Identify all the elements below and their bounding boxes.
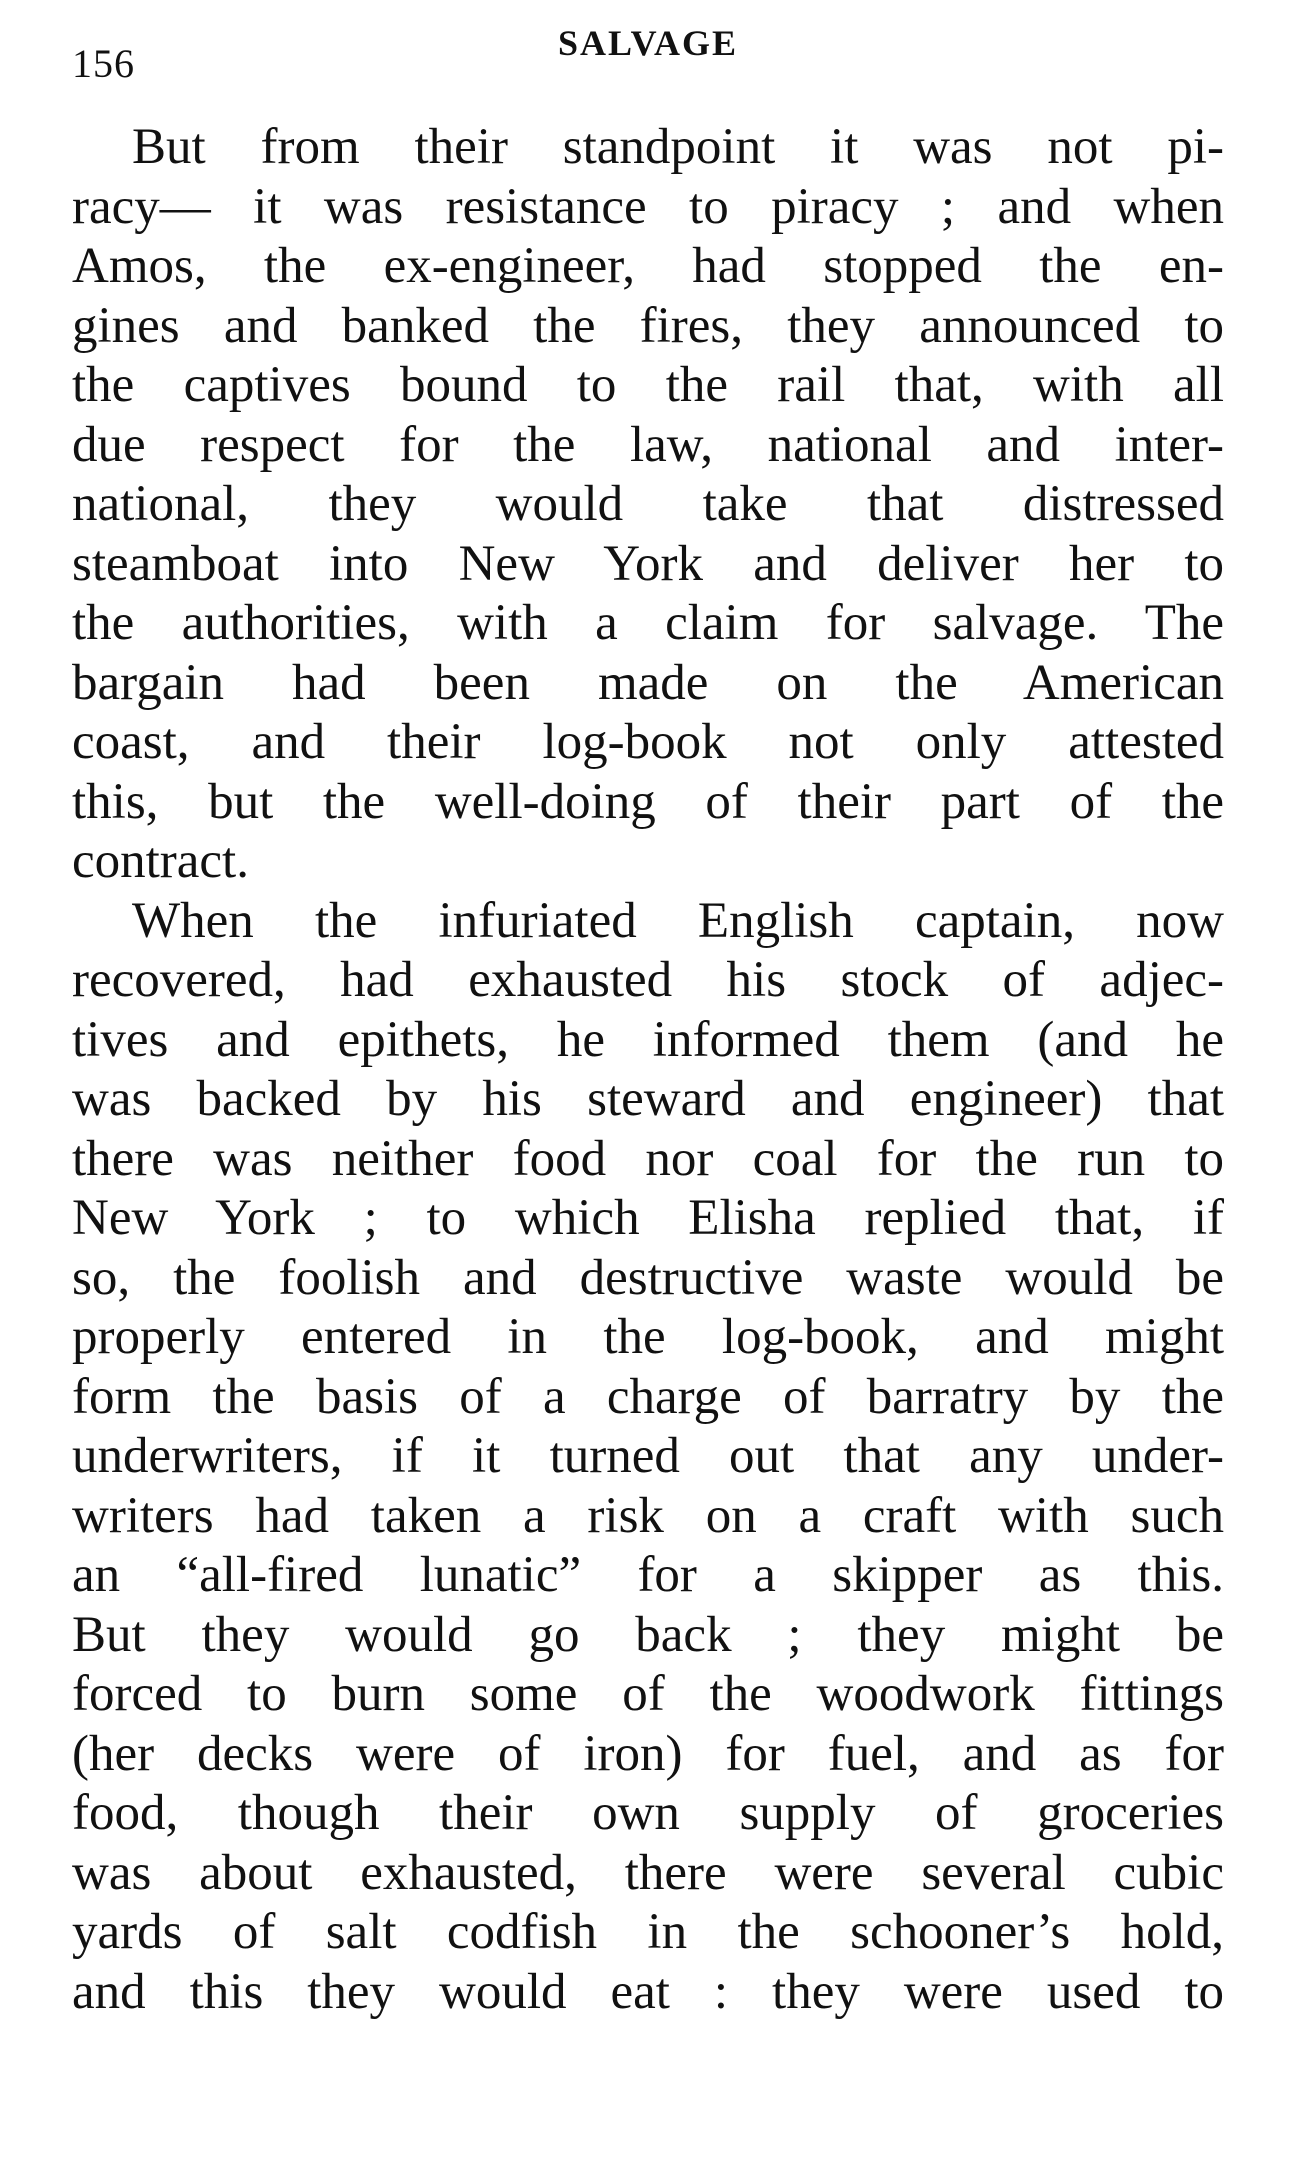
text-line: When the infuriated English captain, now: [132, 892, 1224, 949]
text-line: steamboat into New York and deliver her to: [72, 535, 1224, 592]
text-line: was about exhausted, there were several cubic: [72, 1844, 1224, 1901]
page-header: [72, 18, 1224, 86]
text-line: (her decks were of iron) for fuel, and as for: [72, 1725, 1224, 1782]
body-text: [72, 118, 1224, 2022]
text-line: yards of salt codfish in the schooner’s hold,: [72, 1904, 1224, 1960]
text-line: this, but the well-doing of their part of the: [72, 773, 1224, 830]
paragraph-2: [72, 892, 1224, 2023]
text-line: gines and banked the fires, they announced to: [72, 297, 1224, 354]
text-line: an “all-fired lunatic” for a skipper as this.: [72, 1547, 1224, 1603]
text-line: so, the foolish and destructive waste would be: [72, 1249, 1224, 1306]
text-line: and this they would eat : they were used to: [72, 1963, 1224, 2020]
text-line: was backed by his steward and engineer) that: [72, 1071, 1224, 1127]
text-line: But they would go back ; they might be: [72, 1606, 1224, 1663]
paragraph-1: [72, 118, 1224, 892]
text-line: there was neither food nor coal for the run to: [72, 1130, 1224, 1187]
text-line: writers had taken a risk on a craft with such: [72, 1487, 1224, 1544]
page-number: 156: [72, 41, 135, 86]
text-line: coast, and their log-book not only attested: [72, 714, 1224, 770]
text-line: forced to burn some of the woodwork fittings: [72, 1666, 1224, 1722]
text-line: racy— it was resistance to piracy ; and when: [72, 178, 1224, 235]
text-line: due respect for the law, national and inter-: [72, 416, 1224, 473]
text-line: contract.: [72, 833, 249, 889]
text-line: national, they would take that distressed: [72, 476, 1224, 532]
text-line: recovered, had exhausted his stock of adjec-: [72, 952, 1224, 1008]
text-line: form the basis of a charge of barratry by the: [72, 1368, 1224, 1425]
text-line: Amos, the ex-engineer, had stopped the en-: [72, 238, 1224, 294]
text-line: the captives bound to the rail that, with all: [72, 357, 1224, 413]
text-line: the authorities, with a claim for salvage. The: [72, 595, 1224, 651]
text-line: New York ; to which Elisha replied that, if: [72, 1190, 1224, 1246]
running-title: SALVAGE: [557, 23, 739, 63]
text-line: bargain had been made on the American: [72, 654, 1224, 711]
text-line: But from their standpoint it was not pi-: [132, 119, 1224, 175]
text-line: food, though their own supply of groceries: [72, 1785, 1224, 1841]
text-line: underwriters, if it turned out that any under-: [72, 1428, 1224, 1484]
text-line: tives and epithets, he informed them (and he: [72, 1011, 1224, 1068]
text-line: properly entered in the log-book, and might: [72, 1309, 1224, 1365]
